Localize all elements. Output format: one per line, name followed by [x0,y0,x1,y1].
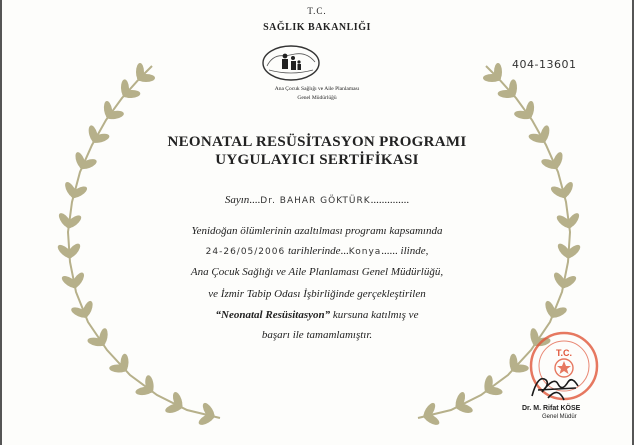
body-line-3: Ana Çocuk Sağlığı ve Aile Planlaması Genel Müdürlüğü, [190,266,444,278]
body-line-6: başarı ile tamamlamıştır. [261,329,373,341]
stamp-text: T.C. [555,348,573,358]
city-suffix: ilinde, [400,245,429,257]
tc-label: T.C. [307,6,327,16]
department-line-2: Genel Müdürlüğü [297,95,337,101]
handwritten-signature-icon [528,366,584,406]
recipient-prefix: Sayın [224,194,250,206]
department-line-1: Ana Çocuk Sağlığı ve Aile Planlaması [274,86,360,92]
course-dates: 24-26/05/2006 [205,247,286,257]
dates-suffix: tarihlerinde [287,245,341,257]
course-suffix: kursuna katılmış ve [332,309,419,321]
signer-name: Dr. M. Rifat KÖSE [522,405,581,412]
certificate-title-line-1: NEONATAL RESÜSİTASYON PROGRAMI [167,134,467,150]
course-name: “Neonatal Resüsitasyon” [215,309,331,321]
course-city: Konya [348,247,382,257]
certificate-title-line-2: UYGULAYICI SERTİFİKASI [215,152,419,168]
signer-title: Genel Müdür [542,414,577,420]
serial-number: 404-13601 [512,58,577,71]
body-line-4: ve İzmir Tabip Odası İşbirliğinde gerçekleştirilen [208,288,426,300]
family-emblem-icon [261,44,321,82]
body-line-1: Yenidoğan ölümlerinin azaltılması programı kapsamında [191,225,443,237]
recipient-line: Sayın....Dr. BAHAR GÖKTÜRK.............. [224,194,410,206]
recipient-name: Dr. BAHAR GÖKTÜRK [260,196,371,206]
body-line-5 [2,309,632,321]
body-line-2: 24-26/05/2006 tarihlerinde...Konya...... ilinde, [205,245,429,257]
ministry-name: SAĞLIK BAKANLIĞI [263,22,371,33]
